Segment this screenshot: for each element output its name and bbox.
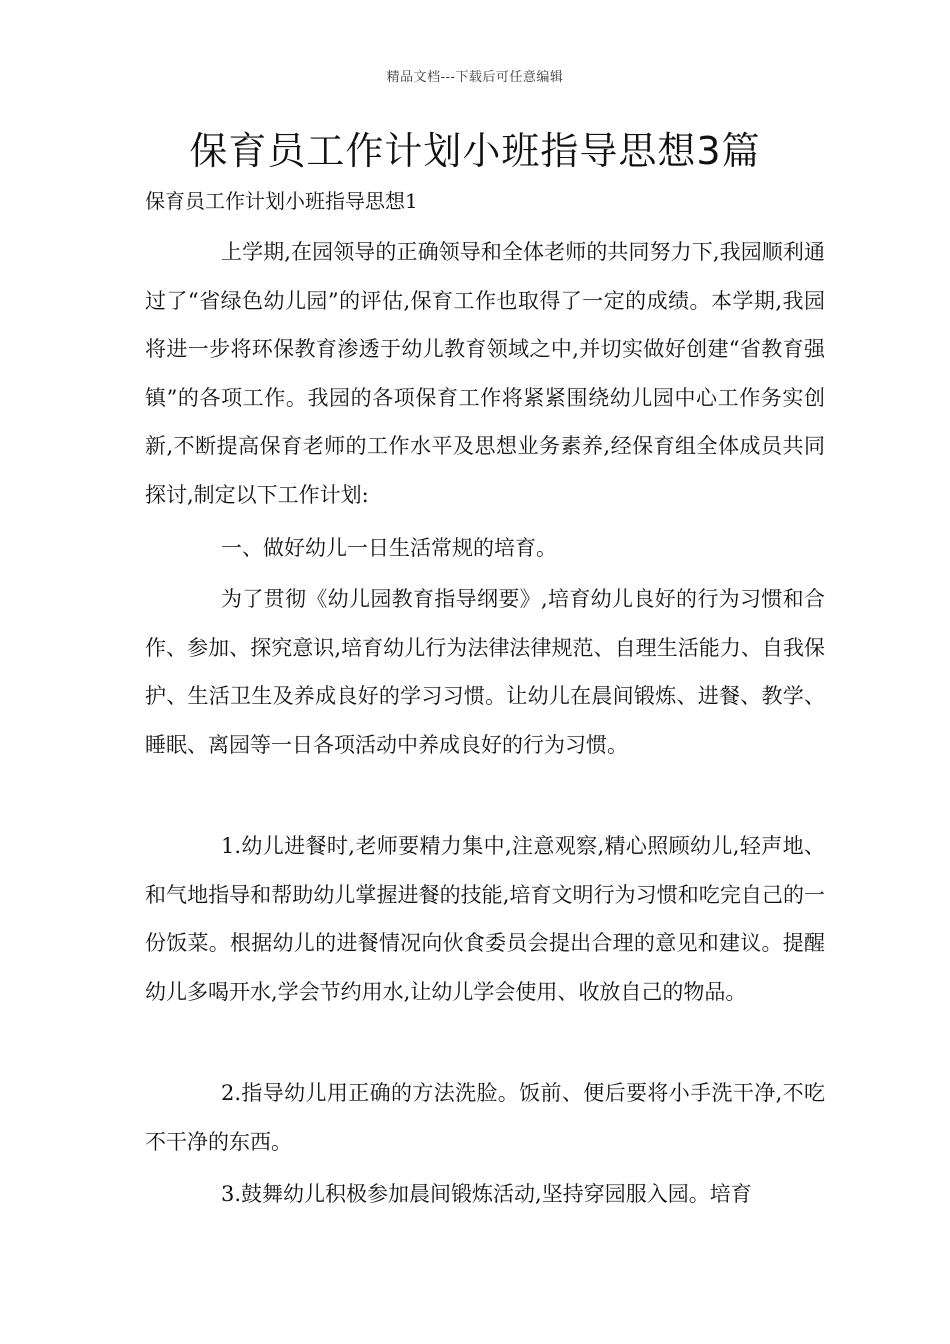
header-note: 精品文档---下载后可任意编辑 [386, 70, 564, 85]
section-title: 保育员工作计划小班指导思想1 [145, 189, 418, 213]
paragraph-item-3: 3.鼓舞幼儿积极参加晨间锻炼活动,坚持穿园服入园。培育 [221, 1182, 752, 1206]
document-title: 保育员工作计划小班指导思想3篇 [189, 129, 761, 173]
paragraph-purpose: 为了贯彻《幼儿园教育指导纲要》,培育幼儿良好的行为习惯和合作、参加、探究意识,培育幼儿行为法律法律规范、自理生活能力、自我保护、生活卫生及养成良好的学习习惯。让幼儿在晨间锻炼、进餐、教学、睡眠、离园等一日各项活动中养成良好的行为习惯。 [145, 587, 825, 757]
paragraph-heading-1: 一、做好幼儿一日生活常规的培育。 [221, 536, 557, 560]
paragraph-item-1: 1.幼儿进餐时,老师要精力集中,注意观察,精心照顾幼儿,轻声地、和气地指导和帮助幼儿掌握进餐的技能,培育文明行为习惯和吃完自己的一份饭菜。根据幼儿的进餐情况向伙食委员会提出合理的意见和建议。提醒幼儿多喝开水,学会节约用水,让幼儿学会使用、收放自己的物品。 [145, 834, 825, 1004]
paragraph-item-2: 2.指导幼儿用正确的方法洗脸。饭前、便后要将小手洗干净,不吃不干净的东西。 [145, 1081, 825, 1154]
paragraph-intro: 上学期,在园领导的正确领导和全体老师的共同努力下,我园顺利通过了“省绿色幼儿园”的评估,保育工作也取得了一定的成绩。本学期,我园将进一步将环保教育渗透于幼儿教育领域之中,并切实做好创建“省教育强镇”的各项工作。我园的各项保育工作将紧紧围绕幼儿园中心工作务实创新,不断提高保育老师的工作水平及思想业务素养,经保育组全体成员共同探讨,制定以下工作计划: [145, 240, 825, 507]
